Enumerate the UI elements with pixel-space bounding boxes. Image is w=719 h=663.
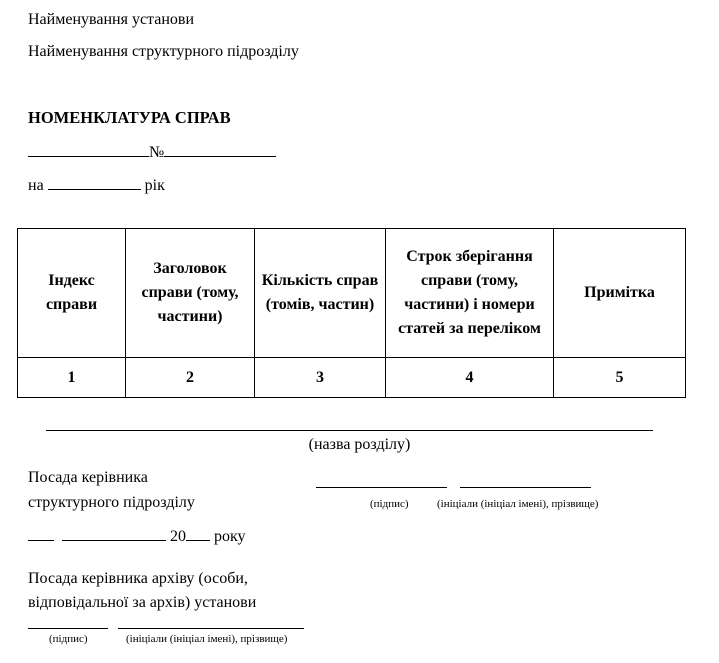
year-prefix: на [28,177,44,194]
col-number-2: 2 [126,358,255,398]
col-number-1: 1 [18,358,126,398]
archive-head-position-line1: Посада керівника архіву (особи, [28,570,248,587]
date-century: 20 [170,528,186,545]
section-caption: (назва розділу) [308,436,411,453]
unit-name: Найменування структурного підрозділу [28,43,299,60]
unit-head-signature-caption: (підпис) [370,498,409,510]
day-blank[interactable] [28,526,54,541]
archive-head-name-line[interactable] [118,628,304,629]
year-line [28,175,165,195]
unit-head-name-line[interactable] [460,487,591,488]
col-header-count: Кількість справ (томів, частин) [255,229,386,358]
number-line [28,142,276,162]
table-number-row [18,358,686,398]
archive-head-position-line2: відповідальної за архів) установи [28,594,257,611]
archive-head-signature-line[interactable] [28,628,108,629]
col-header-title: Заголовок справи (тому, частини) [126,229,255,358]
year-digits-blank[interactable] [186,526,210,541]
col-number-3: 3 [255,358,386,398]
archive-head-name-caption: (ініціали (ініціал імені), прізвище) [126,633,288,645]
year-suffix: рік [144,177,165,194]
year-blank[interactable] [48,175,141,190]
institution-name: Найменування установи [28,11,195,28]
col-header-retention: Строк зберігання справи (тому, частини) і номери статей за переліком [386,229,554,358]
section-name-line[interactable] [46,430,653,431]
date-suffix: року [214,528,246,545]
unit-head-name-caption: (ініціали (ініціал імені), прізвище) [437,498,599,510]
archive-head-signature-caption: (підпис) [49,633,88,645]
col-header-index: Індекс справи [18,229,126,358]
unit-head-signature-line[interactable] [316,487,447,488]
unit-head-position-line1: Посада керівника [28,469,148,486]
unit-head-position-line2: структурного підрозділу [28,494,195,511]
month-blank[interactable] [62,526,166,541]
number-blank[interactable] [164,142,276,157]
table-header-row [18,229,686,358]
date-blank[interactable] [28,142,149,157]
number-sign: № [149,144,165,161]
col-number-5: 5 [554,358,686,398]
unit-head-date-line [28,526,246,546]
col-header-note: Примітка [554,229,686,358]
col-number-4: 4 [386,358,554,398]
nomenclature-table [17,228,686,398]
document-title: НОМЕНКЛАТУРА СПРАВ [28,108,231,127]
